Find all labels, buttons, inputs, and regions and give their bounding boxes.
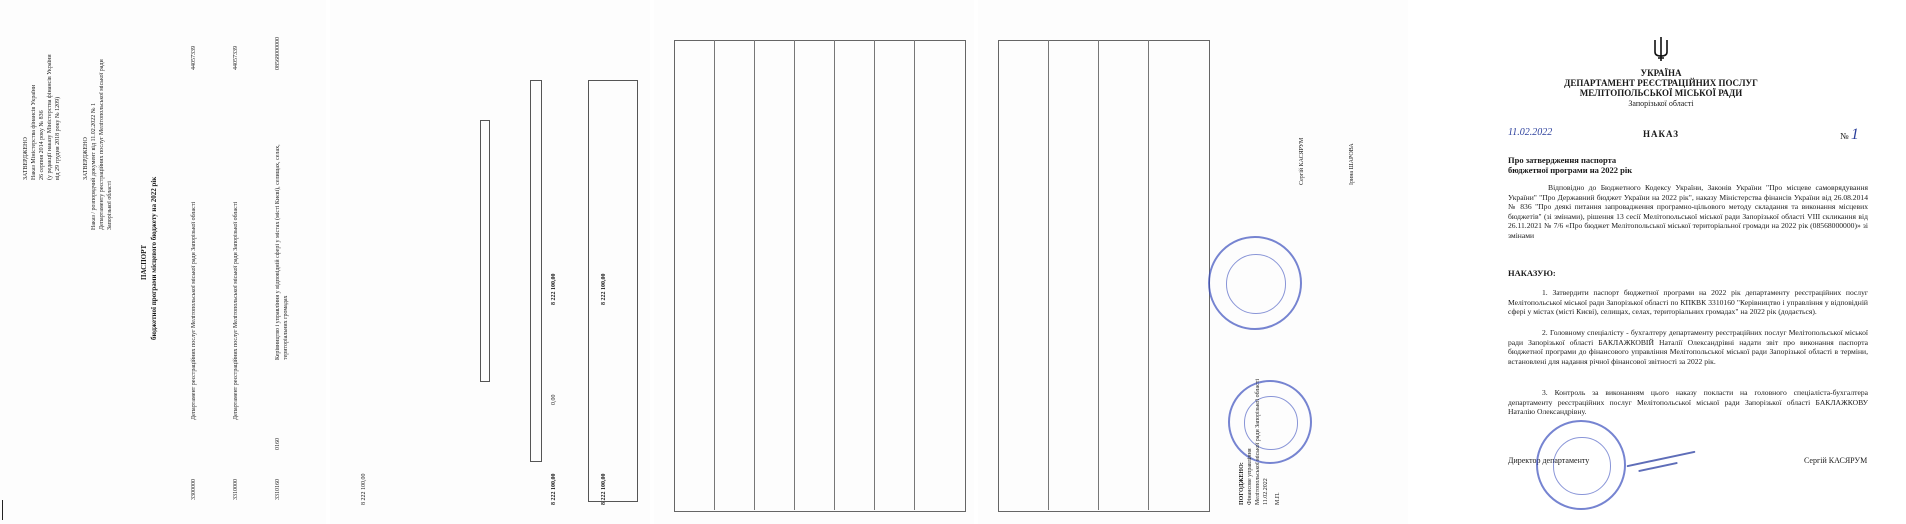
indicators-table-frame bbox=[674, 40, 966, 512]
approved-by-header: ЗАТВЕРДЖЕНО bbox=[83, 137, 89, 180]
passport-title: ПАСПОРТ bbox=[140, 244, 148, 280]
approved-line-3: (у редакції наказу Міністерства фінансів України bbox=[47, 54, 53, 180]
indicators-col-4 bbox=[834, 40, 835, 510]
approved-by-line-1: Наказ / розпорядчий документ від 11.02.2022 № 1 bbox=[91, 102, 97, 230]
passport-agreed-date: 11.02.2022 bbox=[1263, 478, 1269, 505]
approved-line-4: від 29 грудня 2018 року № 1209) bbox=[55, 96, 61, 180]
row2-edrpou: 44057339 bbox=[233, 46, 239, 70]
order-sign-left: Директор департаменту bbox=[1508, 456, 1590, 465]
order-round-seal-stamp bbox=[1536, 420, 1626, 510]
indicators-col-2 bbox=[754, 40, 755, 510]
order-date: 11.02.2022 bbox=[1508, 127, 1553, 138]
approved-line-2: 26 серпня 2014 року № 836 bbox=[39, 110, 45, 180]
passport-subtitle: бюджетної програми місцевого бюджету на 2022 рік bbox=[150, 176, 158, 340]
passport-agreed-line-2: Мелітопольської міської ради Запорізької області bbox=[1255, 378, 1261, 505]
order-title-line-2: бюджетної програми на 2022 рік bbox=[1508, 165, 1633, 175]
quality-col-2 bbox=[1098, 40, 1099, 510]
passport-page-2 bbox=[330, 0, 650, 524]
order-org-line-4: Запорізької області bbox=[1628, 99, 1694, 108]
order-item-3: 3. Контроль за виконанням цього наказу покласти на головного спеціаліста-бухгалтера департаменту реєстраційних послуг Мелітопольської міської ради Запорізької області БАКЛАЖКОВУ Наталію Олександрівну. bbox=[1508, 388, 1868, 417]
round-seal-stamp-1 bbox=[1208, 236, 1302, 330]
page-edge-mark bbox=[2, 500, 3, 520]
table-frame-c bbox=[588, 80, 638, 502]
row3-budget-code: 08568000000 bbox=[275, 37, 281, 70]
order-page bbox=[1416, 0, 1906, 524]
row2-code: 3310000 bbox=[233, 479, 239, 500]
passport-director-signature: Сергій КАСЯРУМ bbox=[1299, 137, 1305, 185]
indicators-col-6 bbox=[914, 40, 915, 510]
order-number bbox=[1840, 126, 1859, 144]
approved-by-line-3: Запорізької області bbox=[107, 181, 113, 230]
passport-total-label-general: 8 222 100,00 bbox=[361, 473, 367, 505]
order-preamble: Відповідно до Бюджетного Кодексу України, Законів України "Про місцеве самоврядування України" "Про Державний бюджет України на 2022 рік", наказу Міністерства фінансів України від 26.08.2014 № 836 "Про деякі питання запровадження програмно-цільового методу складання та виконання місцевих бюджетів" (зі змінами), рішення 13 сесії Мелітопольської міської ради Запорізької області VIII скликання від 26.11.2021 № 7/6 «Про бюджет Мелітопольської міської територіальної громади на 2022 рік (08568000000)» зі змінами bbox=[1508, 183, 1868, 240]
passport-agreed-line-1: Фінансове управління bbox=[1247, 448, 1253, 505]
row2-name: Департамент реєстраційних послуг Мелітопольської міської ради Запорізької області bbox=[233, 201, 239, 420]
approved-by-line-2: Департаменту реєстраційних послуг Мелітопольської міської ради bbox=[99, 59, 105, 230]
passport-page-1 bbox=[0, 0, 326, 524]
indicators-col-1 bbox=[714, 40, 715, 510]
order-doc-type: НАКАЗ bbox=[1642, 129, 1680, 139]
table-total-general: 8 222 100,00 bbox=[551, 473, 557, 505]
order-nakazuyu: НАКАЗУЮ: bbox=[1508, 268, 1556, 278]
order-org-line-3: МЕЛІТОПОЛЬСЬКОЇ МІСЬКОЇ РАДИ bbox=[1579, 88, 1743, 98]
passport-page-3 bbox=[654, 0, 974, 524]
order-item-2: 2. Головному спеціалісту - бухгалтеру департаменту реєстраційних послуг Мелітопольської міської ради Запорізької області БАКЛАЖКОВІЙ Наталії Олександрівні надати звіт про виконання паспорта бюджетної програми до фінансового управління Мелітопольської міської ради Запорізької області в терміни, встановлені для надання річної фінансової звітності за 2022 рік. bbox=[1508, 328, 1868, 366]
table-total-all: 8 222 100,00 bbox=[551, 273, 557, 305]
quality-col-3 bbox=[1148, 40, 1149, 510]
order-item-1: 1. Затвердити паспорт бюджетної програми на 2022 рік департаменту реєстраційних послуг Мелітопольської міської ради Запорізької області по КПКВК 3310160 "Керівництво і управління у відповідній сфері у містах (місті Києві), селищах, селах, територіальних громадах" на 2022 рік (додається). bbox=[1508, 288, 1868, 317]
trident-emblem-icon bbox=[1652, 36, 1670, 62]
row3-name: Керівництво і управління у відповідній сфері у містах (місті Києві), селищах, селах, територіальних громадах bbox=[275, 144, 289, 360]
order-sign-right: Сергій КАСЯРУМ bbox=[1804, 456, 1868, 465]
row1-code: 3300000 bbox=[191, 479, 197, 500]
table2-total-general: 8 222 100,00 bbox=[601, 473, 607, 505]
table-frame-a bbox=[480, 120, 490, 382]
table-frame-b bbox=[530, 80, 542, 462]
approved-header: ЗАТВЕРДЖЕНО bbox=[23, 137, 29, 180]
passport-mp: М.П. bbox=[1275, 492, 1281, 505]
row1-name: Департамент реєстраційних послуг Мелітопольської міської ради Запорізької області bbox=[191, 201, 197, 420]
order-number-value: 1 bbox=[1850, 126, 1859, 143]
indicators-col-5 bbox=[874, 40, 875, 510]
table2-total-all: 8 222 100,00 bbox=[601, 273, 607, 305]
approved-line-1: Наказ Міністерства фінансів України bbox=[31, 84, 37, 180]
order-org-line-2: ДЕПАРТАМЕНТ РЕЄСТРАЦІЙНИХ ПОСЛУГ bbox=[1564, 78, 1758, 88]
order-org-line-1: УКРАЇНА bbox=[1640, 68, 1682, 78]
passport-agreed: ПОГОДЖЕНО: bbox=[1239, 462, 1245, 505]
row1-edrpou: 44057339 bbox=[191, 46, 197, 70]
quality-col-1 bbox=[1048, 40, 1049, 510]
passport-page-4 bbox=[978, 0, 1408, 524]
indicators-col-3 bbox=[794, 40, 795, 510]
round-seal-stamp-2 bbox=[1228, 380, 1312, 464]
row3-kfk: 0160 bbox=[275, 438, 281, 450]
order-title bbox=[1508, 155, 1632, 175]
quality-table-frame bbox=[998, 40, 1210, 512]
passport-finance-signature: Ірина ШАРОВА bbox=[1349, 143, 1355, 185]
order-title-line-1: Про затвердження паспорта bbox=[1508, 155, 1617, 165]
order-number-label: № bbox=[1840, 131, 1849, 141]
row3-code: 3310160 bbox=[275, 479, 281, 500]
table-total-special: 0,00 bbox=[551, 394, 557, 405]
